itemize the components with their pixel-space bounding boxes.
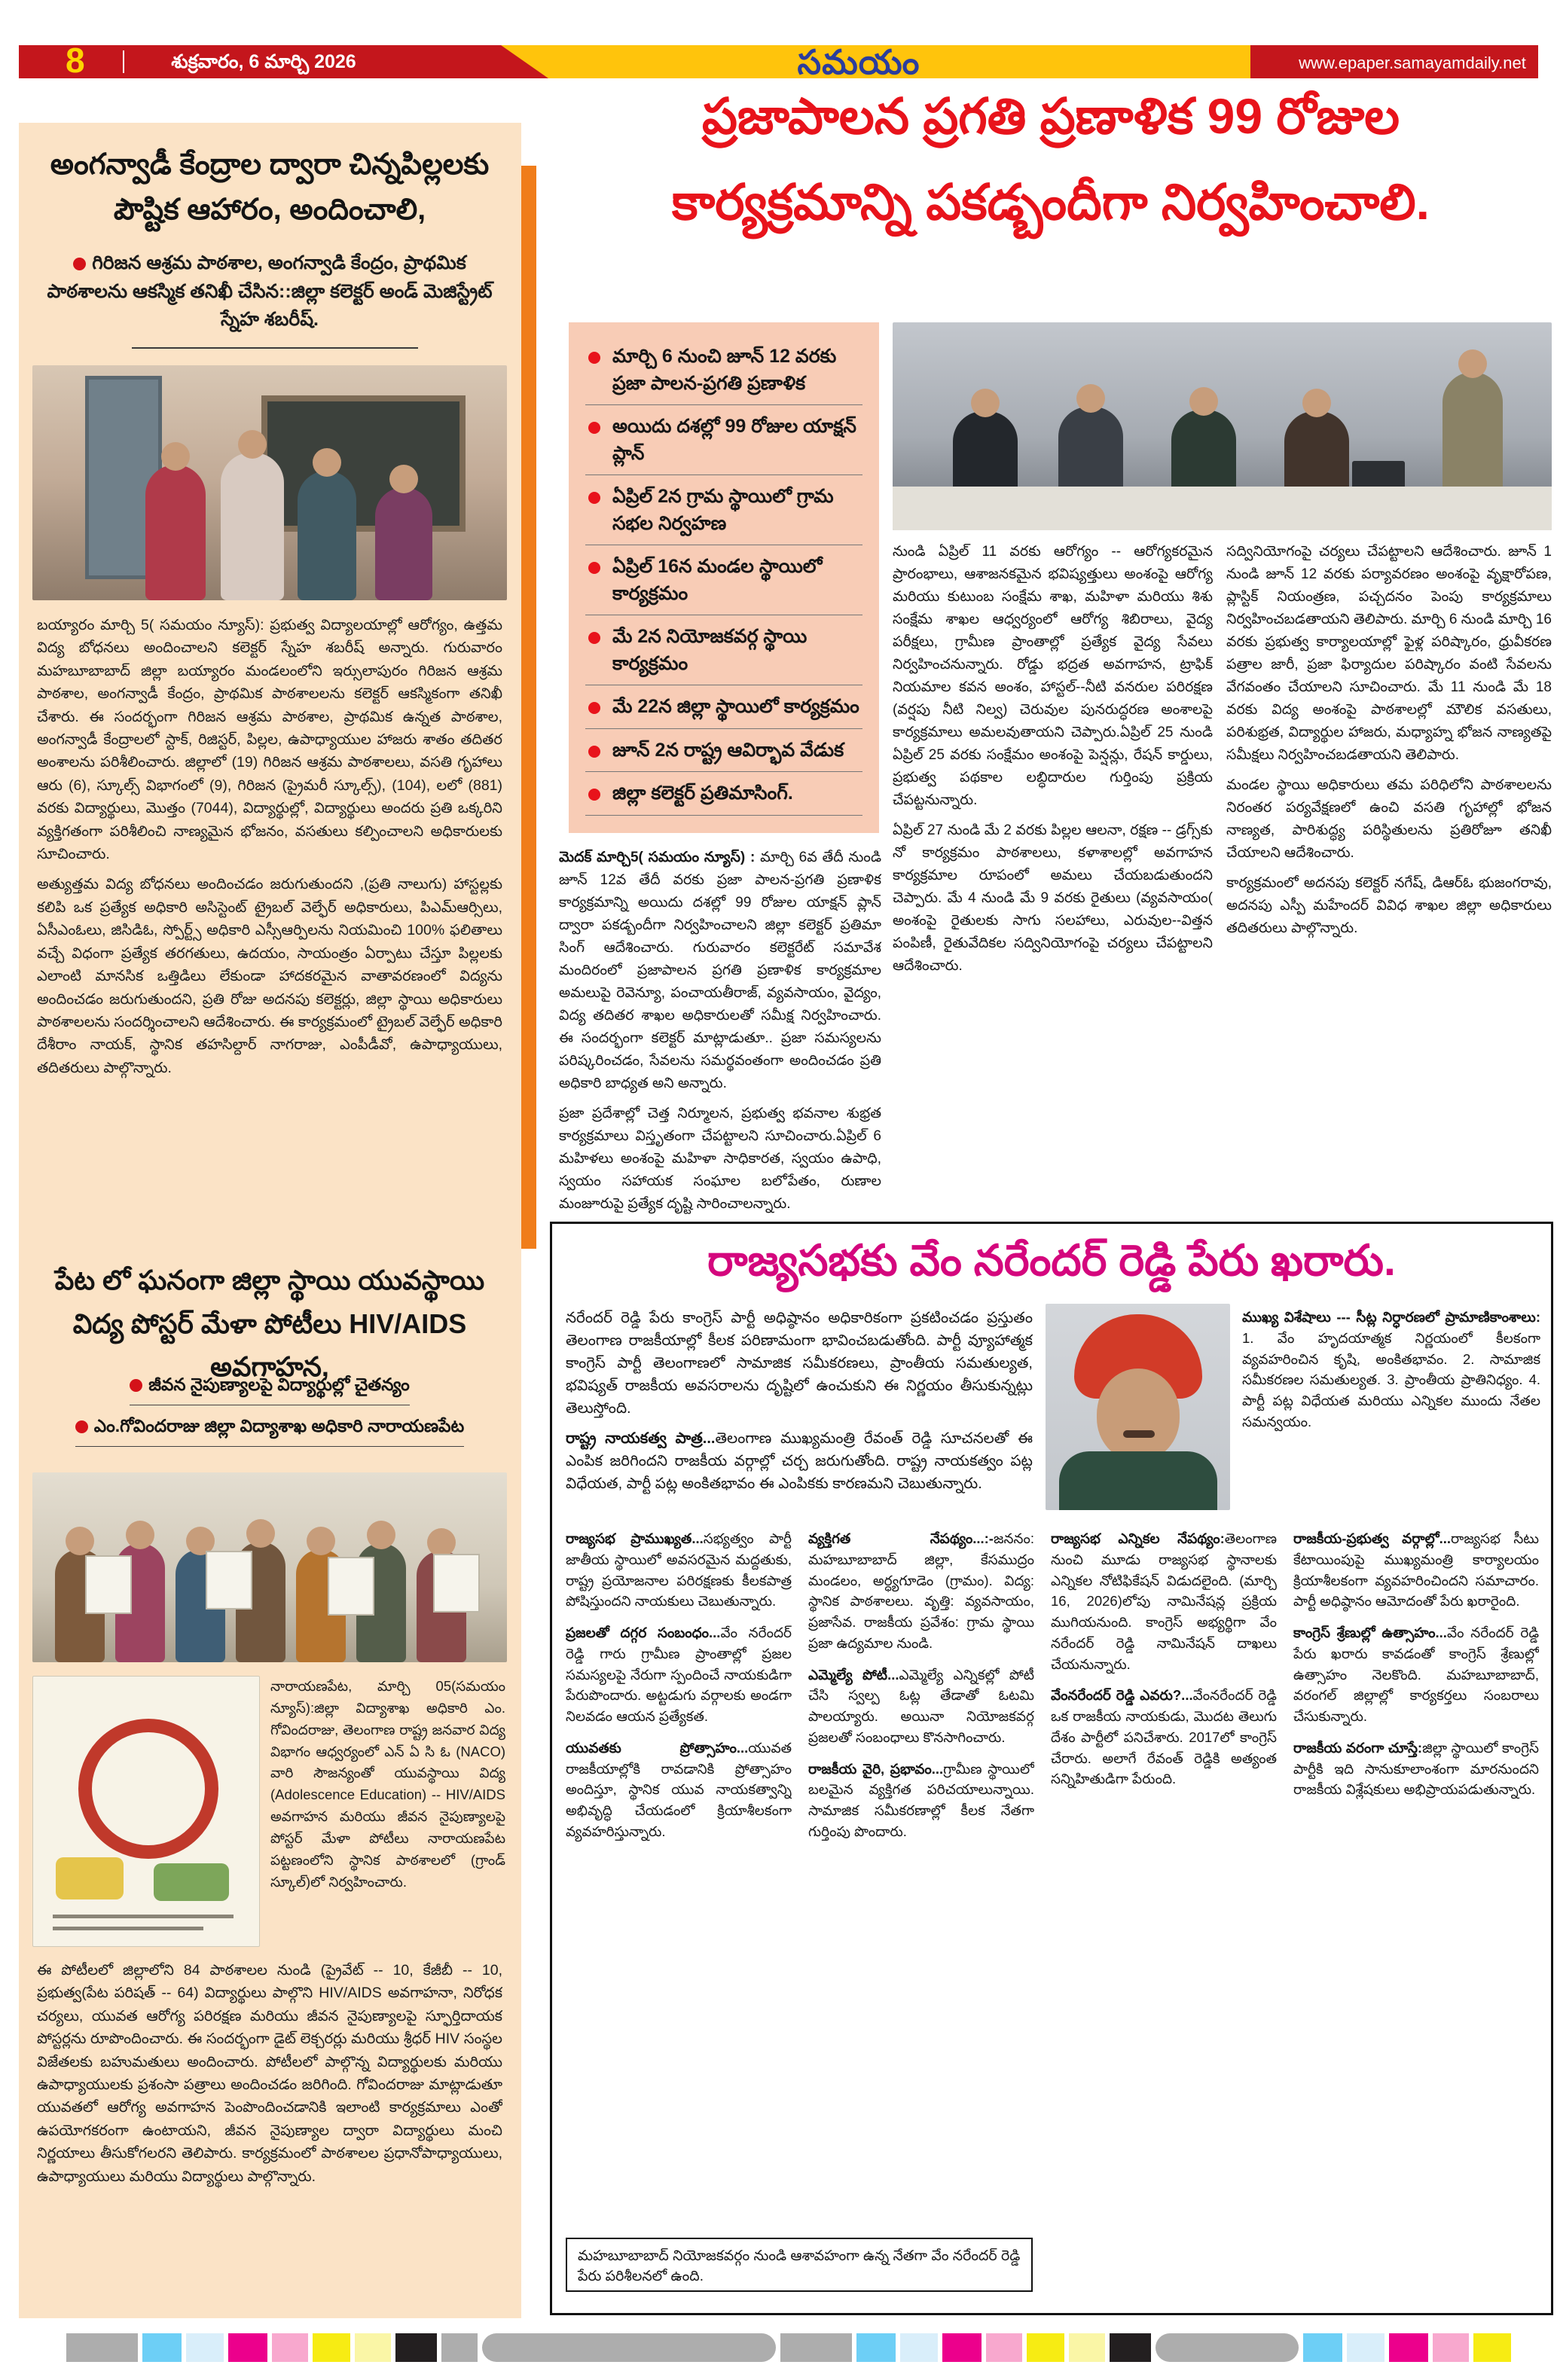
section-body: యువత రాజకీయాల్లోకి రావడానికి ప్రోత్సాహం అందిస్తూ, స్థానిక యువ నాయకత్వాన్ని అభివృద్ధి చేయడంలో క్రియాశీలకంగా వ్యవహరిస్తున్నారు. [566, 1739, 792, 1839]
color-calibration-strip [66, 2333, 1511, 2362]
calibration-cell [66, 2333, 138, 2362]
highlight-bullet: మే 22న జిల్లా స్థాయిలో కార్యక్రమం [585, 694, 862, 729]
calibration-cell [1303, 2333, 1342, 2362]
section-head: వేంనరేందర్ రెడ్డి ఎవరు?... [1051, 1687, 1193, 1704]
section-head: యువతకు ప్రోత్సాహం... [566, 1739, 749, 1756]
masthead-title: సమయం [797, 43, 920, 81]
bullet-text: జీవన నైపుణ్యాలపై విద్యార్థుల్లో చైతన్యం [148, 1375, 410, 1394]
highlight-bullet: మార్చి 6 నుంచి జూన్ 12 వరకు ప్రజా పాలన-ప్రగతి ప్రణాళిక [585, 343, 862, 405]
bullet-dot-icon [75, 1420, 88, 1433]
calibration-cell [942, 2333, 982, 2362]
drawing-ring-shape [78, 1719, 218, 1859]
section-head: రాజకీయ-ప్రభుత్వ వర్గాల్లో... [1293, 1530, 1452, 1546]
mustache-shape [1123, 1430, 1155, 1438]
person-figure [375, 487, 432, 600]
calibration-cell [186, 2333, 224, 2362]
bullet-dot-icon [130, 1379, 142, 1392]
calibration-cell [900, 2333, 938, 2362]
main-col-b: సద్వినియోగంపై చర్యలు చేపట్టాలని ఆదేశించారు. జూన్ 1 నుండి జూన్ 12 వరకు పర్యావరణం అంశంపై వృక్షారోపణ, ప్లాస్టిక్ నియంత్రణ, పచ్చదనం పెంపు కార్యక్రమాలు నిర్వహించబడతాయని తెలిపారు. మార్చి 6 నుండి మార్చి 16 వరకు ప్రభుత్వ కార్యాలయాల్లో ఫైళ్ల పరిష్కారం, ధ్రువీకరణ పత్రాల జారీ, ప్రజా ఫిర్యాదుల పరిష్కారం వంటి సేవలను వేగవంతం చేయాలని సూచించారు. మే 11 నుండి మే 18 వరకు విద్య అంశంపై పాఠశాలల్లో మౌలిక వసతులు, పరిశుభ్రత, విద్యార్థుల హాజరు, మధ్యాహ్న భోజన నాణ్యతపై సమీక్షలు నిర్వహించబడతాయని తెలిపారు. మండల స్థాయి అధికారులు తమ పరిధిలోని పాఠశాలలను నిరంతర పర్యవేక్షణలో ఉంచి వసతి గృహాల్లో భోజన నాణ్యత, పారిశుద్ధ్య పరిస్థితులను ప్రతిరోజూ తనిఖీ చేయాలని ఆదేశించారు. కార్యక్రమంలో అదనపు కలెక్టర్ నగేష్, డిఆర్ఓ భుజంగరావు, అదనపు ఎస్పీ మహేందర్ వివిధ శాఖల జిల్లా అధికారులు తదితరులు పాల్గొన్నారు. [1226, 544, 1552, 937]
official-figure [1284, 411, 1349, 494]
section-body: ఎమ్మెల్యే ఎన్నికల్లో పోటీ చేసి స్వల్ప ఓట్ల తేడాతో ఓటమి పాలయ్యారు. అయినా నియోజకవర్గ ప్రజలతో సంబంధాలు కొనసాగించారు. [808, 1666, 1034, 1745]
edition-date: శుక్రవారం, 6 మార్చి 2026 [171, 51, 356, 72]
face-shape [1097, 1368, 1180, 1460]
a3-column-3 [1051, 1528, 1277, 2229]
section-head: రాజకీయ వైరి, ప్రభావం... [808, 1760, 944, 1777]
header-divider [123, 50, 124, 73]
article1b-body: ఈ పోటీలలో జిల్లాలోని 84 పాఠశాలల నుండి (ప్రైవేట్ -- 10, కేజీబీ -- 10, ప్రభుత్వ(పేట పరిషత్ -- 64) విద్యార్థులు పాల్గొని HIV/AIDS అవగాహనా, నిరోధక చర్యలు, యువత ఆరోగ్య పరిరక్షణ మరియు జీవన నైపుణ్యాలపై స్ఫూర్తిదాయక పోస్టర్లను రూపొందించారు. ఈ సందర్భంగా డైట్ లెక్చరర్లు మరియు శ్రీధర్ HIV సంస్థల విజేతలకు బహుమతులు అందించారు. పోటీలలో పాల్గొన్న విద్యార్థులకు మరియు ఉపాధ్యాయులకు ప్రశంసా పత్రాలు అందించడం జరిగింది. గోవిందరాజు మాట్లాడుతూ యువతలో ఆరోగ్య అవగాహన పెంపొందించడానికి ఇలాంటి కార్యక్రమాలు ఎంతో ఉపయోగకరంగా ఉంటాయని, జీవన నైపుణ్యాల ద్వారా విద్యార్థులు మంచి నిర్ణయాలు తీసుకోగలరని తెలిపారు. కార్యక్రమంలో పాఠశాలల ప్రధానోపాధ్యాయులు, ఉపాధ్యాయులు మరియు విద్యార్థులు పాల్గొన్నారు. [37, 1962, 502, 2185]
article1-headline: అంగన్వాడీ కేంద్రాల ద్వారా చిన్నపిల్లలకు పౌష్టిక ఆహారం, అందించాలి, [50, 148, 490, 227]
section-head: రాజ్యసభ ఎన్నికల నేపథ్యం: [1051, 1530, 1225, 1546]
highlight-bullet: ఏప్రిల్ 16న మండల స్థాయిలో కార్యక్రమం [585, 554, 862, 615]
section-body: తెలంగాణ నుంచి మూడు రాజ్యసభ స్థానాలకు ఎన్నికల నోటిఫికేషన్ విడుదలైంది. (మార్చి 16, 2026)లోపు నామినేషన్ల ప్రక్రియ ముగియనుంది. కాంగ్రెస్ అభ్యర్థిగా వేం నరేందర్ రెడ్డి నామినేషన్ దాఖలు చేయనున్నారు. [1051, 1530, 1277, 1672]
section-body: వేం నరేందర్ రెడ్డి గారు గ్రామీణ ప్రాంతాల్లో ప్రజల సమస్యలపై నేరుగా స్పందించే నాయకుడిగా పేరుపొందారు. అట్టడుగు వర్గాలకు అండగా నిలవడం ఆయన ప్రత్యేకత. [566, 1625, 792, 1724]
main-bullet-box [569, 322, 879, 833]
bullet-text: ఎం.గోవిందరాజు జిల్లా విద్యాశాఖ అధికారి నారాయణపేట [93, 1416, 465, 1436]
article1-subhead: గిరిజన ఆశ్రమ పాఠశాల, అంగన్వాడి కేంద్రం, ప్రాథమిక పాఠశాలను ఆకస్మిక తనిఖీ చేసిన::జిల్లా కలెక్టర్ అండ్ మెజిస్ట్రేట్ స్నేహ శబరీష్. [47, 252, 493, 330]
blackboard-shape [261, 395, 466, 532]
a3-intro: నరేందర్ రెడ్డి పేరు కాంగ్రెస్ పార్టీ అధిష్ఠానం అధికారికంగా ప్రకటించడం ప్రస్తుతం తెలంగాణ రాజకీయాల్లో కీలక పరిణామంగా భావించబడుతోంది. పార్టీ వ్యూహాత్మక కాంగ్రెస్ పార్టీ తెలంగాణలో సామాజిక సమీకరణలు, ప్రాంతీయ సమతుల్యత, భవిష్యత్ రాజకీయ అవసరాలను దృష్టిలో ఉంచుకుని ఈ నిర్ణయం తీసుకున్నట్లు తెలుస్తోంది. రాష్ట్ర నాయకత్వ పాత్ర...తెలంగాణ ముఖ్యమంత్రి రేవంత్ రెడ్డి సూచనలతో ఈ ఎంపిక జరిగిందని రాజకీయ వర్గాల్లో చర్చ జరుగుతోంది. రాష్ట్ర నాయకత్వం పట్ల విధేయత, పార్టీ పట్ల అంకితభావం ఈ ఎంపికకు కారణమని చెబుతున్నారు. [566, 1310, 1033, 1492]
section-head: రాజ్యసభ ప్రాముఖ్యత... [566, 1530, 704, 1546]
bullet-dot-icon [73, 258, 86, 270]
calibration-cell [228, 2333, 267, 2362]
poster-sheet [433, 1554, 480, 1613]
poster-sheet [85, 1555, 132, 1614]
official-figure [1443, 372, 1503, 500]
poster-mela-group-photo [32, 1472, 507, 1662]
calibration-cell [1433, 2333, 1469, 2362]
section-head: ప్రజలతో దగ్గర సంబంధం... [566, 1625, 721, 1640]
person-figure [298, 471, 356, 600]
calibration-cell [780, 2333, 852, 2362]
official-figure [1171, 410, 1236, 494]
section-body: జననం: మహబూబాబాద్ జిల్లా, కేసముద్రం మండలం, అర్ధ్యగూడెం (గ్రామం). విద్య: స్థానిక పాఠశాలలు. వృత్తి: వ్యవసాయం, ప్రజాసేవ. రాజకీయ ప్రవేశం: గ్రామ స్థాయి ప్రజా ఉద్యమాల నుండి. [808, 1530, 1034, 1651]
highlight-bullet: జిల్లా కలెక్టర్ ప్రతిమాసింగ్. [585, 780, 862, 816]
drawing-line [53, 1927, 203, 1930]
collector-meeting-photo [893, 322, 1552, 530]
shoulders-shape [1059, 1451, 1217, 1510]
section-head: ఎమ్మెల్యే పోటీ... [808, 1666, 899, 1683]
drawing-line [53, 1915, 234, 1918]
poster-sheet [328, 1557, 374, 1616]
section-body: సభ్యత్వం పార్టీ జాతీయ స్థాయిలో అవసరమైన మద్దతుకు, రాష్ట్ర ప్రయోజనాల పరిరక్షణకు కీలకపాత్ర పోషిస్తుందని నాయకులు చెబుతున్నారు. [566, 1530, 792, 1610]
rajyasabha-headline: రాజ్యసభకు వేం నరేందర్ రెడ్డి పేరు ఖరారు. [707, 1237, 1396, 1285]
calibration-cell [355, 2333, 391, 2362]
calibration-cell [1473, 2333, 1511, 2362]
drawing-shape [56, 1857, 124, 1899]
highlight-bullet: మే 2న నియోజకవర్గ స్థాయి కార్యక్రమం [585, 624, 862, 685]
left-article-panel [19, 123, 521, 2318]
main-col-a: నుండి ఏప్రిల్ 11 వరకు ఆరోగ్యం -- ఆరోగ్యకరమైన ప్రారంభాలు, ఆశాజనకమైన భవిష్యత్తులు అంశంపై ఆరోగ్య మరియు కుటుంబ సంక్షేమ శాఖ, మహిళా మరియు శిశు సంక్షేమ శాఖల ఆధ్వర్యంలో ఆరోగ్య శిబిరాలు, వైద్య పరీక్షలు, గ్రామీణ ప్రాంతాల్లో ప్రత్యేక వైద్య సేవలు నిర్వహించనున్నారు. రోడ్డు భద్రత అవగాహన, ట్రాఫిక్ నియమాల కవన అంశం, హాస్టల్--నీటి వనరుల పరిరక్షణ (వర్షపు నీటి నిల్వ) చెరువుల పునరుద్ధరణ అంశాలపై కార్యక్రమాలు అమలవుతాయని చెప్పారు.ఏప్రిల్ 25 నుండి ఏప్రిల్ 25 వరకు సంక్షేమం అంశంపై పెన్షన్లు, రేషన్ కార్డులు, ప్రభుత్వ పథకాల లబ్ధిదారుల గుర్తింపు ప్రక్రియ చేపట్టనున్నారు. ఏప్రిల్ 27 నుండి మే 2 వరకు పిల్లల ఆలనా, రక్షణ -- డ్రగ్స్‌కు నో కార్యక్రమం పాఠశాలలు, కళాశాలల్లో అవగాహన కార్యక్రమాల రూపంలో అమలు చేయబడుతుందని చెప్పారు. మే 4 నుండి మే 9 వరకు రైతులు (వ్యవసాయం( అంశంపై రైతులకు సాగు సలహాలు, ఎరువుల--విత్తన పంపిణీ, రైతువేదికల సద్వినియోగంపై చర్యలు చేపట్టాలని ఆదేశించారు. [893, 544, 1213, 975]
main-col-lead: మెదక్ మార్చి5( సమయం న్యూస్) : మార్చి 6వ తేదీ నుండి జూన్ 12వ తేదీ వరకు ప్రజా పాలన-ప్రగతి ప్రణాళిక కార్యక్రమాన్ని అయిదు దశల్లో 99 రోజుల యాక్షన్ ప్లాన్ ద్వారా పకడ్బందీగా నిర్వహించాలని జిల్లా కలెక్టర్ ప్రతిమా సింగ్ ఆదేశించారు. గురువారం కలెక్టరేట్ సమావేశ మందిరంలో ప్రజాపాలన ప్రగతి ప్రణాళిక కార్యక్రమాల అమలుపై రెవెన్యూ, పంచాయతీరాజ్, వ్యవసాయం, వైద్యం, విద్య తదితర శాఖల అధికారులతో సమీక్ష నిర్వహించారు. ఈ సందర్భంగా కలెక్టర్ మాట్లాడుతూ.. ప్రజా సమస్యలను పరిష్కరించడం, సేవలను సమర్థవంతంగా అందించడం ప్రతి అధికారి బాధ్యత అని అన్నారు. ప్రజా ప్రదేశాల్లో చెత్త నిర్మూలన, ప్రభుత్వ భవనాల శుభ్రత కార్యక్రమాలు విస్తృతంగా చేపట్టాలని సూచించారు.ఏప్రిల్ 6 మహిళలు అంశంపై మహిళా సాధికారత, స్వయం ఉపాధి, స్వయం సహాయక సంఘాల బలోపేతం, రుణాల మంజూరుపై ప్రత్యేక దృష్టి సారించాలన్నారు. [559, 850, 881, 1213]
calibration-cell [142, 2333, 182, 2362]
official-figure [1058, 407, 1123, 494]
calibration-cell [1347, 2333, 1385, 2362]
highlight-bullet: అయిదు దశల్లో 99 రోజుల యాక్షన్ ప్లాన్ [585, 413, 862, 475]
article1b-side-body: నారాయణపేట, మార్చి 05(సమయం న్యూస్):జిల్లా విద్యాశాఖ అధికారి ఎం. గోవిందరాజు, తెలంగాణ రాష్ట్ర జనవార విద్య విభాగం ఆధ్వర్యంలో ఎన్ ఏ సి ఓ (NACO) వారి సౌజన్యంతో యువస్థాయి విద్య (Adolescence Education) -- HIV/AIDS అవగాహన మరియు జీవన నైపుణ్యాలపై పోస్టర్ మేళా పోటీలు నారాయణపేట పట్టణంలోని స్థానిక పాఠశాలలో (గ్రాండ్ స్కూల్)లో నిర్వహించారు. [270, 1678, 505, 1890]
person-figure [221, 453, 284, 600]
calibration-cell [313, 2333, 350, 2362]
section-body: వేం నరేందర్ రెడ్డి పేరు ఖరారు కావడంతో కాంగ్రెస్ శ్రేణుల్లో ఉత్సాహం నెలకొంది. మహబూబాబాద్, వరంగల్ జిల్లాల్లో కార్యకర్తలు సంబరాలు చేసుకున్నారు. [1293, 1625, 1539, 1724]
subhead-rule [132, 347, 418, 349]
calibration-cell [1389, 2333, 1428, 2362]
calibration-cell [395, 2333, 437, 2362]
constituency-note-box: మహబూబాబాద్ నియోజకవర్గం నుండి ఆశావహంగా ఉన్న నేతగా వేం నరేందర్ రెడ్డి పేరు పరిశీలనలో ఉంది. [566, 2238, 1033, 2292]
school-inspection-photo [32, 365, 507, 600]
a3-column-2 [808, 1528, 1034, 2229]
calibration-cell [1069, 2333, 1105, 2362]
article1b-headline: పేట లో ఘనంగా జిల్లా స్థాయి యువస్థాయి విద్య పోస్టర్ మేళా పోటీలు HIV/AIDS అవగాహన, [54, 1265, 485, 1383]
calibration-cell [482, 2333, 776, 2362]
meeting-table [893, 487, 1552, 530]
calibration-cell [1110, 2333, 1151, 2362]
student-poster-drawing [32, 1676, 260, 1947]
article1b-bullets [41, 1372, 498, 1454]
a3-column-4 [1293, 1528, 1539, 2229]
highlight-bullet: ఏప్రిల్ 2న గ్రామ స్థాయిలో గ్రామ సభల నిర్వహణ [585, 484, 862, 545]
calibration-cell [986, 2333, 1022, 2362]
page-number: 8 [66, 41, 85, 80]
article1-body: బయ్యారం మార్చి 5( సమయం న్యూస్): ప్రభుత్వ విద్యాలయాల్లో ఆరోగ్యం, ఉత్తమ విద్య బోధనలు అందించాలని కలెక్టర్ స్నేహ శబరీష్ అన్నారు. గురువారం మహబూబాబాద్ జిల్లా బయ్యారం మండలంలోని ఇర్సులాపురం గిరిజన ఆశ్రమ పాఠశాల, అంగన్వాడీ కేంద్రం, ప్రాథమిక పాఠశాలలను కలెక్టర్ ఆకస్మికంగా తనిఖీ చేశారు. ఈ సందర్భంగా గిరిజన ఆశ్రమ పాఠశాల, ప్రాథమిక ఉన్నత పాఠశాల, అంగన్వాడీ కేంద్రాలలో స్టాక్, రిజిస్టర్, పిల్లల, ఉపాధ్యాయుల హాజరు శాతం తదితర అంశాలను పరిశీలించారు. జిల్లాలో (19) గిరిజన ఆశ్రమ పాఠశాలలు, వసతి గృహాలు ఆరు (6), స్కూల్స్ విభాగంలో (9), గిరిజన (ప్రైమరీ స్కూల్స్), (104), లలో (881) వరకు విద్యార్థులు, మొత్తం (7044), విద్యార్థుల్లో, విద్యార్థులు అందరు ప్రతి ఒక్కరిని వ్యక్తిగతంగా పరిశీలించి నాణ్యమైన భోజనం, వసతులు కల్పించాలని అధికారులకు సూచించారు. అత్యుత్తమ విద్య బోధనలు అందించడం జరుగుతుందని ,(ప్రతి నాలుగు) హాస్టల్లకు కలిపి ఒక ప్రత్యేక అధికారి అసిస్టెంట్ ట్రైబల్ వెల్ఫేర్ అధికారులు, పిఎమ్‌ఆర్సిలు, ఏసీఎంఓలు, జిసిడిఓ, స్పోర్ట్స్ అధికారి ఎస్సీఆర్పిలను నియమించి 100% ఫలితాలు వచ్చే విధంగా ప్రత్యేక తరగతులు, ఉదయం, సాయంత్రం ఏర్పాటు చేస్తూ పిల్లలకు ఎలాంటి మానసిక ఒత్తిడిలు లేకుండా హాదకరమైన వాతావరణంలో విద్యను అందించడం జరుగుతుందని, ప్రతి రోజు అదనపు కలెక్టర్లు, జిల్లా స్థాయి అధికారులు పాఠశాలలను సందర్శించాలని ఆదేశించారు. ఈ కార్యక్రమంలో ట్రైబల్ వెల్ఫేర్ అధికారి దేశీరాం నాయక్, స్థానిక తహసిల్దార్ నాగరాజు, ఎంపీడీవో, ఉపాధ్యాయులు, తదితరులు పాల్గొన్నారు. [37, 617, 502, 1076]
official-figure [953, 411, 1018, 494]
section-body: జిల్లా స్థాయిలో కాంగ్రెస్ పార్టీకి ఇది సానుకూలాంశంగా మారనుందని రాజకీయ విశ్లేషకులు అభిప్రాయపడుతున్నారు. [1293, 1739, 1539, 1798]
rajyasabha-article-box [550, 1222, 1553, 2315]
epaper-url[interactable]: www.epaper.samayamdaily.net [1299, 53, 1526, 72]
poster-sheet [206, 1551, 252, 1610]
highlight-bullet: జూన్ 2న రాష్ట్ర ఆవిర్భావ వేడుక [585, 737, 862, 773]
calibration-cell [272, 2333, 308, 2362]
drawing-shape [154, 1863, 229, 1901]
calibration-cell [1156, 2333, 1299, 2362]
main-headline: ప్రజాపాలన ప్రగతి ప్రణాళిక 99 రోజుల కార్యక్రమాన్ని పకడ్బందీగా నిర్వహించాలి. [672, 88, 1430, 230]
orange-separator-bar [521, 166, 536, 1249]
section-head: కాంగ్రెస్ శ్రేణుల్లో ఉత్సాహం... [1293, 1625, 1447, 1640]
calibration-cell [441, 2333, 478, 2362]
section-body: వేంనరేందర్ రెడ్డి ఒక రాజకీయ నాయకుడు, మొదట తెలుగు దేశం పార్టీలో పనిచేశారు. 2017లో కాంగ్రెస్ చేరారు. అలాగే రేవంత్ రెడ్డికి అత్యంత సన్నిహితుడిగా పేరుంది. [1051, 1687, 1277, 1787]
a3-right-top: ముఖ్య విశేషాలు --- సీట్ల నిర్ధారణలో ప్రామాణికాంశాలు: 1. వేం హృదయాత్మక నిర్ణయంలో కీలకంగా వ్యవహరించిన కృషి, అంకితభావం. 2. సామాజిక సమీకరణల సమతుల్యత. 3. ప్రాంతీయ ప్రాతినిధ్యం. 4. పార్టీ పట్ల విధేయత మరియు ఎన్నికల ముందు నేతల సమన్వయం. [1242, 1309, 1540, 1430]
section-body: రాజ్యసభ సీటు కేటాయింపుపై ముఖ్యమంత్రి కార్యాలయం క్రియాశీలకంగా వ్యవహరించిందని సమాచారం. పార్టీ అధిష్ఠానం ఆమోదంతో పేరు ఖరారైంది. [1293, 1530, 1539, 1610]
leader-portrait-photo [1046, 1304, 1230, 1510]
a3-column-1 [566, 1528, 792, 2229]
section-body: గ్రామీణ స్థాయిలో బలమైన వ్యక్తిగత పరిచయాలున్నాయి. సామాజిక సమీకరణాల్లో కీలక నేతగా గుర్తింపు పొందారు. [808, 1760, 1034, 1839]
section-head: రాజకీయ వరంగా చూస్తే: [1293, 1739, 1423, 1756]
calibration-cell [856, 2333, 896, 2362]
calibration-cell [1027, 2333, 1064, 2362]
person-figure [145, 465, 206, 600]
section-head: వ్యక్తిగత నేపథ్యం...:- [808, 1530, 994, 1546]
